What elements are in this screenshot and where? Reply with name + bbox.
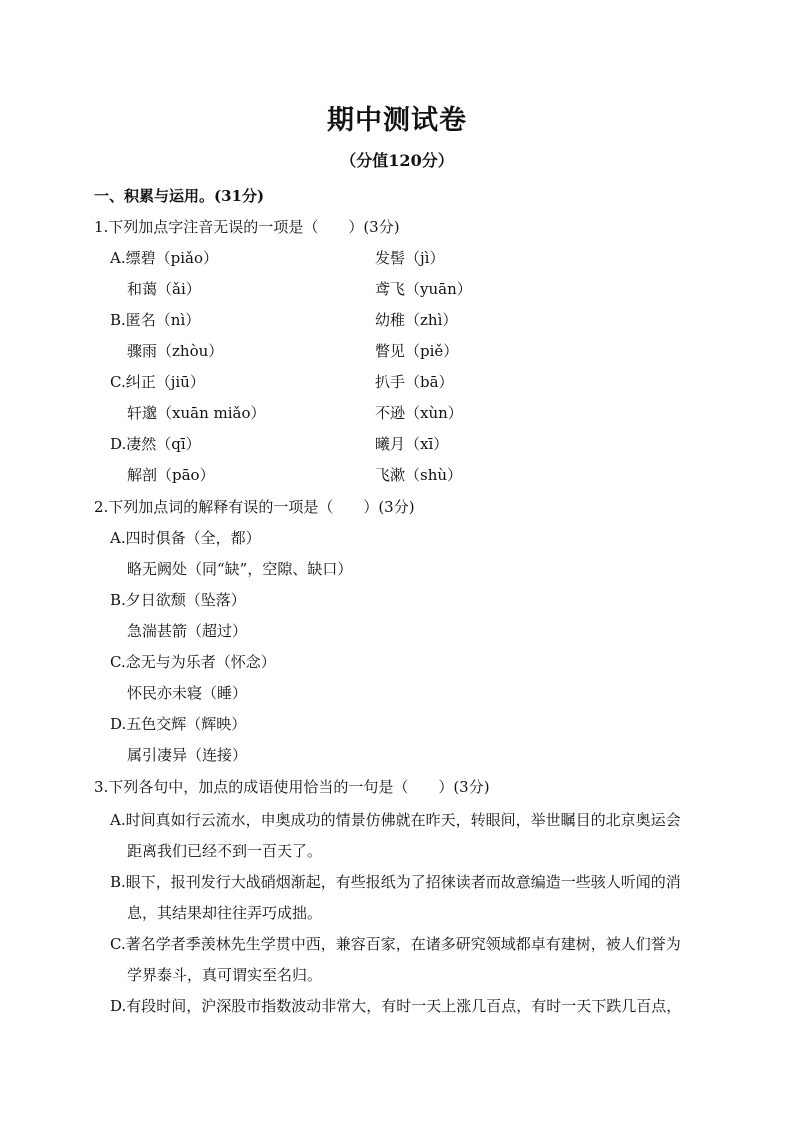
q1-option-a-left: A.缥碧（piǎo） — [110, 249, 218, 267]
q1-option-b-left-2: 骤雨（zhòu） — [127, 342, 224, 360]
q3-option-b-cont: 息，其结果却往往弄巧成拙。 — [127, 904, 323, 922]
q1-option-b-right: 幼稚（zhì） — [375, 311, 458, 329]
q1-option-a-right-2: 鸢飞（yuān） — [375, 280, 472, 298]
q2-option-d-2: 属引凄异（连接） — [127, 746, 248, 764]
page-title: 期中测试卷 — [327, 105, 467, 136]
q3-option-d: D.有段时间，沪深股市指数波动非常大，有时一天上涨几百点，有时一天下跌几百点， — [110, 997, 682, 1015]
q1-option-c-left: C.纠正（jiū） — [110, 373, 205, 391]
q1-option-c-right: 扒手（bā） — [375, 373, 454, 391]
q2-option-a: A.四时俱备（全，都） — [110, 529, 261, 547]
q3-option-a-cont: 距离我们已经不到一百天了。 — [127, 842, 323, 860]
q1-option-d-right-2: 飞漱（shù） — [375, 466, 463, 484]
section-heading: 一、积累与运用。(31分) — [94, 187, 265, 205]
question-2-stem: 2.下列加点词的解释有误的一项是（ ）(3分) — [94, 498, 415, 516]
score-subtitle: （分值120分） — [340, 151, 454, 170]
q2-option-a-2: 略无阙处（同“缺”，空隙、缺口） — [127, 560, 353, 578]
q2-option-b: B.夕日欲颓（坠落） — [110, 591, 246, 609]
q3-option-c: C.著名学者季羡林先生学贯中西，兼容百家，在诸多研究领域都卓有建树，被人们誉为 — [110, 935, 681, 953]
q1-option-a-right: 发髻（jì） — [375, 249, 445, 267]
q1-option-d-left-2: 解剖（pāo） — [127, 466, 215, 484]
q3-option-c-cont: 学界泰斗，真可谓实至名归。 — [127, 966, 323, 984]
q2-option-c-2: 怀民亦未寝（睡） — [127, 684, 248, 702]
q1-option-b-right-2: 瞥见（piě） — [375, 342, 459, 360]
q1-option-b-left: B.匿名（nì） — [110, 311, 201, 329]
q1-option-c-right-2: 不逊（xùn） — [375, 404, 463, 422]
q1-option-c-left-2: 轩邈（xuān miǎo） — [127, 404, 266, 422]
q2-option-d: D.五色交辉（辉映） — [110, 715, 247, 733]
q2-option-b-2: 急湍甚箭（超过） — [127, 622, 248, 640]
q1-option-d-right: 曦月（xī） — [375, 435, 449, 453]
question-3-stem: 3.下列各句中，加点的成语使用恰当的一句是（ ）(3分) — [94, 778, 490, 796]
q1-option-a-left-2: 和蔼（ǎi） — [127, 280, 201, 298]
q2-option-c: C.念无与为乐者（怀念） — [110, 653, 276, 671]
question-1-stem: 1.下列加点字注音无误的一项是（ ）(3分) — [94, 218, 400, 236]
q3-option-a: A.时间真如行云流水，申奥成功的情景仿佛就在昨天，转眼间，举世瞩目的北京奥运会 — [110, 811, 681, 829]
q1-option-d-left: D.凄然（qī） — [110, 435, 201, 453]
q3-option-b: B.眼下，报刊发行大战硝烟渐起，有些报纸为了招徕读者而故意编造一些骇人听闻的消 — [110, 873, 681, 891]
